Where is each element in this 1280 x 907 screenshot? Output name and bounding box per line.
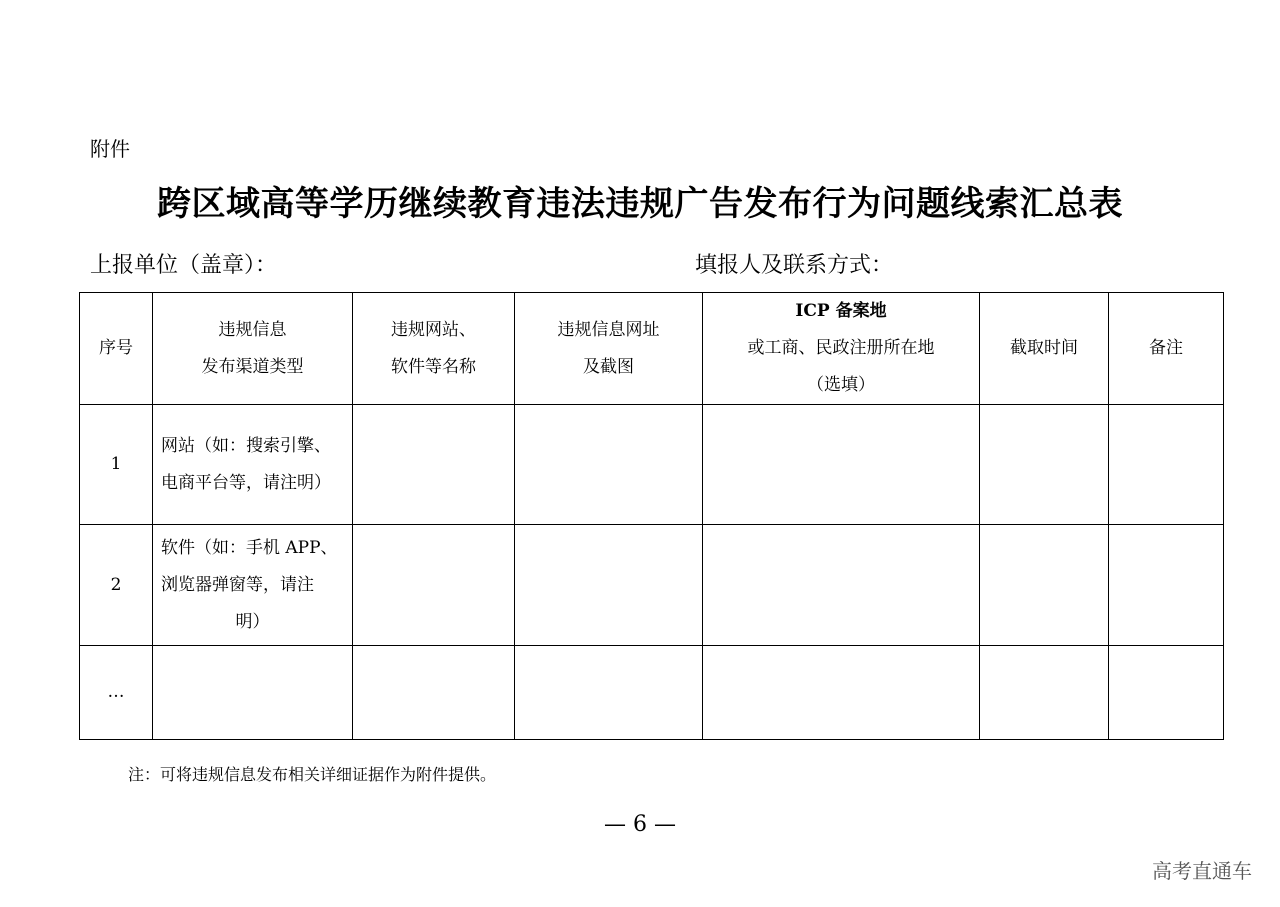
header-line: ICP 备案地: [795, 301, 887, 321]
header-cell-url-screenshot: [515, 293, 703, 405]
header-line: 违规信息网址: [557, 319, 660, 340]
page-title: 跨区域高等学历继续教育违法违规广告发布行为问题线索汇总表: [157, 184, 1123, 224]
header-line: 及截图: [583, 356, 634, 377]
capture-time-cell[interactable]: [980, 646, 1109, 740]
reporter-unit-label: 上报单位（盖章）：: [90, 253, 278, 278]
filler-contact-label: 填报人及联系方式：: [695, 253, 894, 278]
icp-location-cell[interactable]: [703, 525, 980, 646]
serial-cell: 1: [80, 405, 153, 525]
header-cell-channel-type: [153, 293, 353, 405]
table-row: [80, 525, 1224, 646]
header-cell-capture-time: [980, 293, 1109, 405]
serial-cell: 2: [80, 525, 153, 646]
header-cell-icp-location: [703, 293, 980, 405]
site-name-cell[interactable]: [353, 525, 515, 646]
channel-line: 浏览器弹窗等，请注: [161, 574, 314, 595]
channel-type-cell: [153, 405, 353, 525]
site-name-cell[interactable]: [353, 646, 515, 740]
header-line: 违规信息: [218, 319, 287, 340]
capture-time-cell[interactable]: [980, 405, 1109, 525]
channel-type-cell[interactable]: [153, 646, 353, 740]
remarks-cell[interactable]: [1109, 405, 1224, 525]
channel-line: 明）: [235, 611, 270, 632]
header-line: 发布渠道类型: [201, 356, 304, 377]
url-screenshot-cell[interactable]: [515, 525, 703, 646]
channel-line: 软件（如：手机 APP、: [161, 537, 338, 558]
watermark-text: 高考直通车: [1152, 859, 1252, 883]
channel-line: 网站（如：搜索引擎、: [161, 435, 331, 456]
header-cell-serial: [80, 293, 153, 405]
url-screenshot-cell[interactable]: [515, 405, 703, 525]
site-name-cell[interactable]: [353, 405, 515, 525]
header-cell-site-name: [353, 293, 515, 405]
remarks-cell[interactable]: [1109, 525, 1224, 646]
header-line: 截取时间: [1010, 338, 1078, 358]
channel-type-cell: [153, 525, 353, 646]
table-row: [80, 405, 1224, 525]
remarks-cell[interactable]: [1109, 646, 1224, 740]
clue-summary-table: [79, 292, 1224, 740]
header-line: 违规网站、: [391, 319, 476, 340]
header-line: 软件等名称: [391, 356, 476, 377]
page-number: — 6 —: [604, 812, 676, 837]
header-line: 序号: [99, 338, 133, 358]
capture-time-cell[interactable]: [980, 525, 1109, 646]
footnote: 注：可将违规信息发布相关详细证据作为附件提供。: [128, 765, 497, 784]
header-line: 备注: [1149, 338, 1183, 358]
header-line: 或工商、民政注册所在地: [747, 338, 935, 358]
header-line: （选填）: [807, 375, 875, 395]
icp-location-cell[interactable]: [703, 646, 980, 740]
serial-cell: …: [80, 646, 153, 740]
table-header-row: [80, 293, 1224, 405]
header-cell-remarks: [1109, 293, 1224, 405]
table-row: [80, 646, 1224, 740]
attachment-label: 附件: [90, 137, 130, 161]
url-screenshot-cell[interactable]: [515, 646, 703, 740]
icp-location-cell[interactable]: [703, 405, 980, 525]
channel-line: 电商平台等，请注明）: [161, 472, 331, 493]
